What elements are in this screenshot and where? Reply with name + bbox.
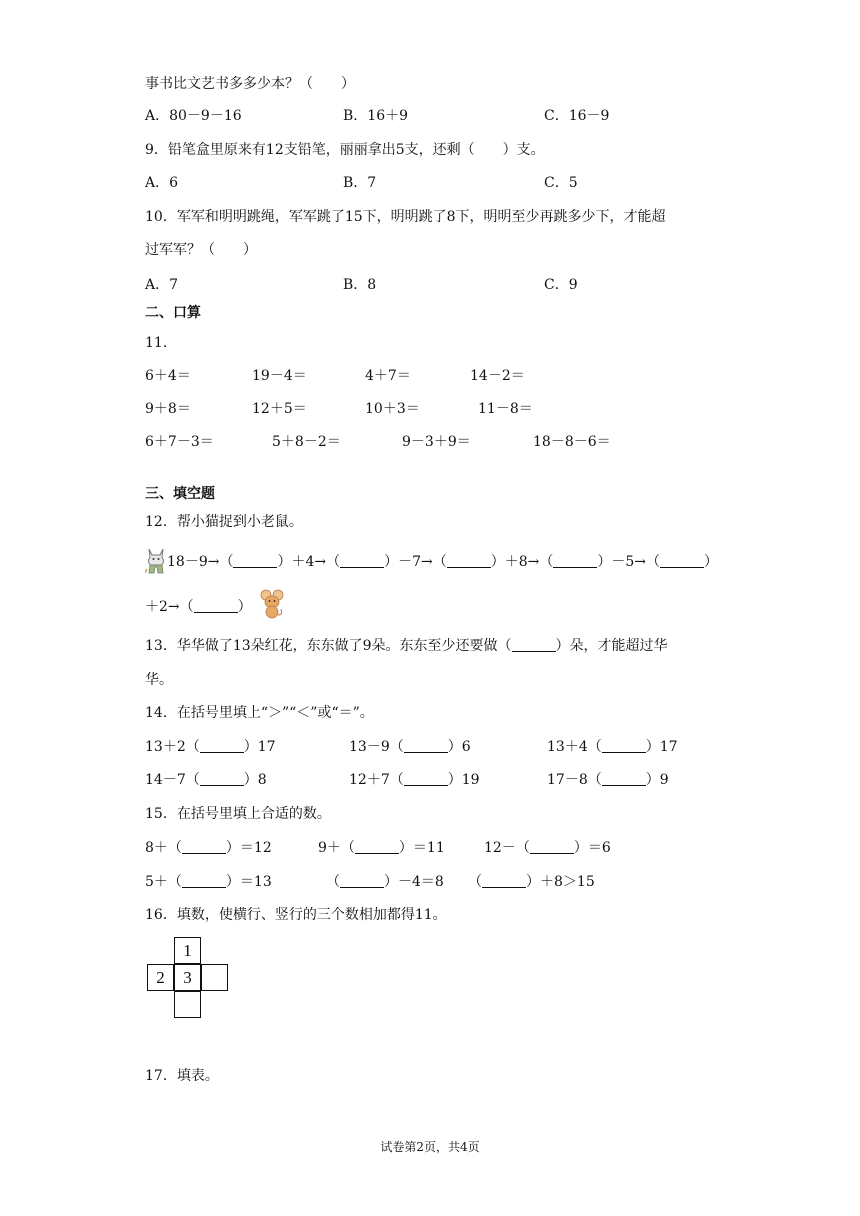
compare-item: 13＋2（ ）17 — [145, 739, 276, 755]
section-2-heading: 二、口算 — [145, 305, 201, 321]
fill-item: 8＋（ ）＝12 — [145, 840, 272, 856]
q9-option-c: C．5 — [544, 175, 578, 191]
compare-item: 12＋7（ ）19 — [349, 772, 480, 788]
oral-item: 6＋4＝ — [145, 368, 191, 384]
answer-blank[interactable] — [447, 553, 491, 568]
fill-item: 12－（ ）＝6 — [484, 840, 611, 856]
answer-blank[interactable] — [553, 553, 597, 568]
answer-blank[interactable] — [233, 553, 277, 568]
q8-continuation: 事书比文艺书多多少本？（ ） — [145, 76, 355, 92]
answer-blank[interactable] — [602, 771, 646, 786]
q10-text-line1: 10．军军和明明跳绳，军军跳了15下，明明跳了8下，明明至少再跳多少下，才能超 — [145, 209, 666, 225]
q9-text: 9．铅笔盒里原来有12支铅笔，丽丽拿出5支，还剩（ ）支。 — [145, 142, 545, 158]
answer-blank[interactable] — [340, 553, 384, 568]
fill-item: （ ）－4＝8 — [326, 874, 444, 890]
section-3-heading: 三、填空题 — [145, 486, 215, 502]
q9-option-a: A．6 — [145, 175, 179, 191]
q15-text: 15．在括号里填上合适的数。 — [145, 806, 331, 822]
answer-blank[interactable] — [200, 738, 244, 753]
q10-option-a: A．7 — [145, 277, 179, 293]
answer-blank[interactable] — [512, 637, 556, 652]
q13-text-line1: 13．华华做了13朵红花，东东做了9朵。东东至少还要做（ ）朵，才能超过华 — [145, 638, 668, 654]
mouse-icon — [259, 589, 285, 619]
oral-item: 4＋7＝ — [365, 368, 411, 384]
q10-text-line2: 过军军？（ ） — [145, 242, 257, 258]
answer-blank[interactable] — [660, 553, 704, 568]
answer-blank[interactable] — [200, 771, 244, 786]
q8-option-c: C．16－9 — [544, 108, 610, 124]
q10-option-b: B．8 — [343, 277, 377, 293]
oral-item: 5＋8－2＝ — [272, 434, 341, 450]
chain-line-1: 18－9→（ ）＋4→（ ）－7→（ ）＋8→（ ）－5→（ ） — [167, 554, 719, 570]
q12-text: 12．帮小猫捉到小老鼠。 — [145, 514, 303, 530]
answer-blank[interactable] — [482, 873, 526, 888]
oral-item: 14－2＝ — [470, 368, 525, 384]
oral-item: 6＋7－3＝ — [145, 434, 214, 450]
compare-item: 13＋4（ ）17 — [547, 739, 678, 755]
fill-item: 5＋（ ）＝13 — [145, 874, 272, 890]
q11-label: 11． — [145, 335, 177, 351]
compare-item: 17－8（ ）9 — [547, 772, 669, 788]
oral-item: 11－8＝ — [478, 401, 533, 417]
q14-text: 14．在括号里填上“＞”“＜”或“＝”。 — [145, 705, 374, 721]
compare-item: 14－7（ ）8 — [145, 772, 267, 788]
oral-item: 9－3＋9＝ — [402, 434, 471, 450]
answer-blank[interactable] — [182, 873, 226, 888]
fill-item: （ ）＋8＞15 — [468, 874, 595, 890]
answer-blank[interactable] — [340, 873, 384, 888]
q17-text: 17．填表。 — [145, 1068, 219, 1084]
cat-icon — [145, 545, 167, 575]
answer-blank[interactable] — [194, 598, 238, 613]
answer-blank[interactable] — [404, 771, 448, 786]
q16-text: 16．填数，使横行、竖行的三个数相加都得11。 — [145, 907, 447, 923]
q8-option-b: B．16＋9 — [343, 108, 409, 124]
answer-blank[interactable] — [602, 738, 646, 753]
q9-option-b: B．7 — [343, 175, 377, 191]
fill-item: 9＋（ ）＝11 — [318, 840, 445, 856]
grid-cell-top: 1 — [174, 937, 201, 964]
answer-blank[interactable] — [404, 738, 448, 753]
grid-cell-bottom[interactable] — [174, 991, 201, 1018]
answer-blank[interactable] — [182, 839, 226, 854]
oral-item: 18－8－6＝ — [533, 434, 611, 450]
oral-item: 19－4＝ — [252, 368, 307, 384]
oral-item: 9＋8＝ — [145, 401, 191, 417]
chain-line-2: ＋2→（ ） — [145, 599, 252, 615]
answer-blank[interactable] — [355, 839, 399, 854]
page-footer: 试卷第2页，共4页 — [380, 1140, 480, 1154]
grid-cell-center: 3 — [174, 964, 201, 991]
grid-cell-left: 2 — [147, 964, 174, 991]
oral-item: 10＋3＝ — [365, 401, 420, 417]
grid-cell-right[interactable] — [201, 964, 228, 991]
q10-option-c: C．9 — [544, 277, 578, 293]
q13-text-line2: 华。 — [145, 672, 173, 688]
compare-item: 13－9（ ）6 — [349, 739, 471, 755]
oral-item: 12＋5＝ — [252, 401, 307, 417]
answer-blank[interactable] — [530, 839, 574, 854]
q8-option-a: A．80－9－16 — [145, 108, 242, 124]
